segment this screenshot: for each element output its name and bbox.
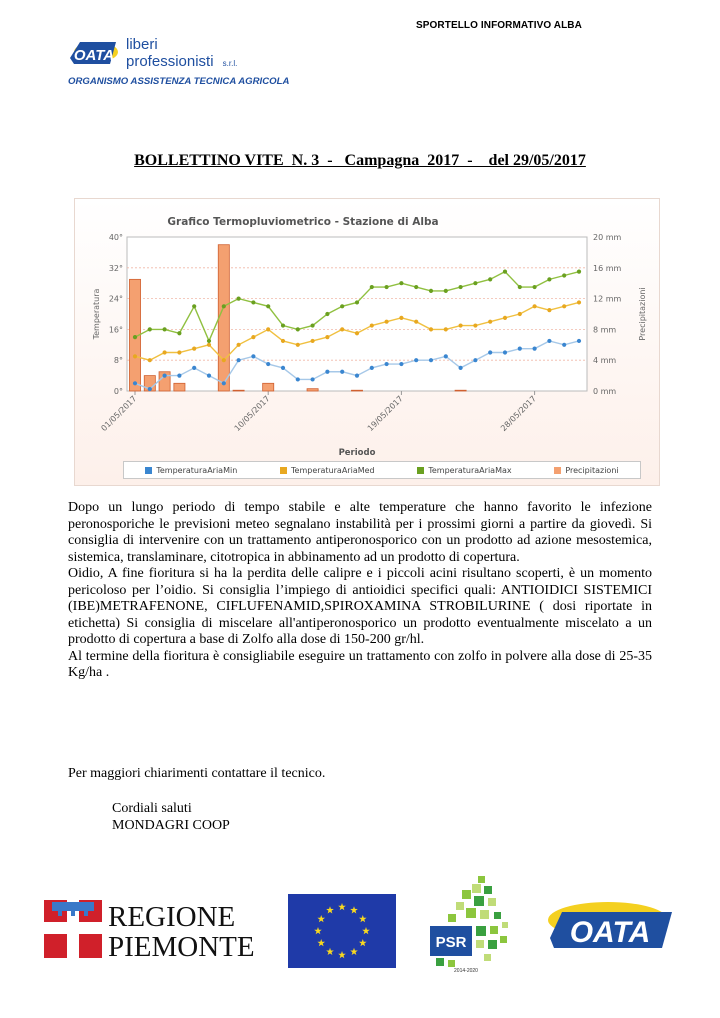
precip-bar (455, 390, 466, 391)
psr-square (448, 960, 455, 967)
y2-axis-label: Precipitazioni (638, 287, 647, 341)
chart-canvas (75, 199, 659, 485)
data-point-TemperaturaAriaMed (518, 312, 522, 316)
psr-square (478, 876, 485, 883)
data-point-TemperaturaAriaMin (399, 362, 403, 366)
data-point-TemperaturaAriaMin (518, 347, 522, 351)
data-point-TemperaturaAriaMed (459, 323, 463, 327)
data-point-TemperaturaAriaMin (488, 350, 492, 354)
legend-label: TemperaturaAriaMed (291, 465, 375, 475)
precip-bar (218, 245, 229, 391)
oata-footer-logo (544, 898, 674, 952)
data-point-TemperaturaAriaMed (325, 335, 329, 339)
bulletin-title: BOLLETTINO VITE N. 3 - Campagna 2017 - del 29/05/2017 (134, 152, 586, 169)
bulletin-body (68, 500, 652, 682)
precip-bar (263, 383, 274, 391)
psr-square (500, 936, 507, 943)
data-point-TemperaturaAriaMin (325, 370, 329, 374)
data-point-TemperaturaAriaMed (562, 304, 566, 308)
data-point-TemperaturaAriaMed (163, 350, 167, 354)
body-paragraph-2: Oidio, A fine fioritura si ha la perdita delle calipre e i piccoli acini risultano scoperti, è un momento pericoloso per l’oidio. Si consiglia l’impiego di antioidici specifici quali: ANTIOIDICI SISTEMICI (IBE)METRAFENONE, CIFLUFENAMID,SPIROXAMINA STROBILURINE ( dosi riportate in etichetta) Si consiglia di miscelare all'antiperonosporico un prodotto eventualmente miscelato a un prodotto di copertura a base di Zolfo alla dose di 150-200 gr/hl. (68, 566, 652, 647)
data-point-TemperaturaAriaMin (311, 377, 315, 381)
legend-label: TemperaturaAriaMin (156, 465, 238, 475)
data-point-TemperaturaAriaMed (414, 320, 418, 324)
data-point-TemperaturaAriaMax (266, 304, 270, 308)
data-point-TemperaturaAriaMed (133, 354, 137, 358)
data-point-TemperaturaAriaMed (370, 323, 374, 327)
psr-square (436, 958, 444, 966)
y-tick-label: 24° (108, 294, 123, 304)
psr-square (448, 914, 456, 922)
psr-square (484, 954, 491, 961)
data-point-TemperaturaAriaMed (177, 350, 181, 354)
data-point-TemperaturaAriaMed (311, 339, 315, 343)
legend-item (280, 466, 375, 475)
x-tick-label: 01/05/2017 (99, 394, 139, 434)
data-point-TemperaturaAriaMax (237, 297, 241, 301)
data-point-TemperaturaAriaMax (562, 273, 566, 277)
oata-logo-mark: OATA (73, 47, 115, 64)
data-point-TemperaturaAriaMin (177, 374, 181, 378)
data-point-TemperaturaAriaMax (385, 285, 389, 289)
x-tick-label: 28/05/2017 (499, 394, 539, 434)
data-point-TemperaturaAriaMed (296, 343, 300, 347)
data-point-TemperaturaAriaMin (237, 358, 241, 362)
precip-bar (307, 389, 318, 391)
data-point-TemperaturaAriaMax (399, 281, 403, 285)
data-point-TemperaturaAriaMax (281, 323, 285, 327)
y2-tick-label: 20 mm (593, 233, 622, 242)
oata-logo-line3: ORGANISMO ASSISTENZA TECNICA AGRICOLA (68, 76, 290, 87)
body-paragraph-1: Dopo un lungo periodo di tempo stabile e alte temperature che hanno favorito le infezione peronosporiche le previsioni meteo segnalano instabilità per i prossimi giorni a partire da giovedì. Si consiglia di intervenire con un trattamento antiperonosporico con un prodotto ad azione mesostemica, sistemica, translaminare, citotropica in abbinamento ad un prodotto di copertura. (68, 500, 652, 565)
data-point-TemperaturaAriaMin (148, 387, 152, 391)
data-point-TemperaturaAriaMin (385, 362, 389, 366)
data-point-TemperaturaAriaMax (488, 277, 492, 281)
chart-title: Grafico Termopluviometrico - Stazione di Alba (167, 216, 439, 228)
data-point-TemperaturaAriaMin (207, 374, 211, 378)
data-point-TemperaturaAriaMax (473, 281, 477, 285)
y2-tick-label: 8 mm (593, 325, 617, 335)
data-point-TemperaturaAriaMin (414, 358, 418, 362)
data-point-TemperaturaAriaMin (533, 347, 537, 351)
data-point-TemperaturaAriaMed (473, 323, 477, 327)
y2-tick-label: 16 mm (593, 263, 622, 273)
data-point-TemperaturaAriaMax (577, 270, 581, 274)
data-point-TemperaturaAriaMin (163, 374, 167, 378)
data-point-TemperaturaAriaMax (414, 285, 418, 289)
data-point-TemperaturaAriaMed (399, 316, 403, 320)
data-point-TemperaturaAriaMin (251, 354, 255, 358)
data-point-TemperaturaAriaMin (577, 339, 581, 343)
x-axis-label: Periodo (338, 448, 376, 458)
data-point-TemperaturaAriaMax (296, 327, 300, 331)
data-point-TemperaturaAriaMin (296, 377, 300, 381)
psr-years: 2014-2020 (454, 968, 478, 974)
data-point-TemperaturaAriaMed (222, 358, 226, 362)
psr-label: PSR (435, 934, 467, 951)
legend-item (145, 466, 237, 475)
psr-square (476, 926, 486, 936)
eu-flag-logo (288, 894, 396, 968)
greeting (112, 800, 230, 834)
psr-square (494, 912, 501, 919)
precip-bar (174, 383, 185, 391)
data-point-TemperaturaAriaMed (340, 327, 344, 331)
legend-item (417, 466, 511, 475)
data-point-TemperaturaAriaMin (562, 343, 566, 347)
data-point-TemperaturaAriaMin (192, 366, 196, 370)
data-point-TemperaturaAriaMed (237, 343, 241, 347)
psr-square (462, 890, 471, 899)
regione-line2: PIEMONTE (108, 931, 255, 963)
psr-square (502, 922, 508, 928)
data-point-TemperaturaAriaMax (340, 304, 344, 308)
oata-footer-mark: OATA (569, 916, 651, 949)
data-point-TemperaturaAriaMin (473, 358, 477, 362)
data-point-TemperaturaAriaMin (266, 362, 270, 366)
data-point-TemperaturaAriaMed (533, 304, 537, 308)
psr-square (488, 898, 496, 906)
legend-swatch (417, 467, 424, 474)
psr-square (488, 940, 497, 949)
psr-square (456, 902, 464, 910)
precip-bar (351, 390, 362, 391)
y-tick-label: 16° (108, 325, 123, 335)
data-point-TemperaturaAriaMax (355, 300, 359, 304)
y-axis-label: Temperatura (92, 288, 101, 340)
data-point-TemperaturaAriaMed (488, 320, 492, 324)
psr-logo (428, 876, 516, 980)
data-point-TemperaturaAriaMed (251, 335, 255, 339)
data-point-TemperaturaAriaMed (547, 308, 551, 312)
contact-text: Per maggiori chiarimenti contattare il tecnico. (68, 766, 326, 781)
data-point-TemperaturaAriaMax (251, 300, 255, 304)
data-point-TemperaturaAriaMed (207, 343, 211, 347)
regione-piemonte-logo (44, 898, 255, 963)
data-point-TemperaturaAriaMax (459, 285, 463, 289)
data-point-TemperaturaAriaMin (281, 366, 285, 370)
data-point-TemperaturaAriaMin (370, 366, 374, 370)
regione-line1: REGIONE (108, 901, 236, 933)
data-point-TemperaturaAriaMax (503, 270, 507, 274)
data-point-TemperaturaAriaMed (266, 327, 270, 331)
legend-swatch (280, 467, 287, 474)
psr-square (490, 926, 498, 934)
body-paragraph-3: Al termine della fioritura è consigliabile eseguire un trattamento con zolfo in polvere alla dose di 25-35 Kg/ha . (68, 648, 652, 680)
oata-logo-line1: liberi (126, 36, 158, 53)
y2-tick-label: 4 mm (593, 356, 617, 366)
y-tick-label: 0° (113, 387, 123, 396)
y-tick-label: 8° (113, 356, 123, 366)
oata-logo-suffix: s.r.l. (222, 59, 238, 68)
data-point-TemperaturaAriaMax (311, 323, 315, 327)
psr-square (480, 910, 489, 919)
data-point-TemperaturaAriaMin (459, 366, 463, 370)
data-point-TemperaturaAriaMax (192, 304, 196, 308)
greeting-signature: MONDAGRI COOP (112, 818, 230, 833)
data-point-TemperaturaAriaMax (533, 285, 537, 289)
y-tick-label: 40° (108, 233, 123, 242)
data-point-TemperaturaAriaMax (148, 327, 152, 331)
data-point-TemperaturaAriaMax (163, 327, 167, 331)
data-point-TemperaturaAriaMed (148, 358, 152, 362)
y2-tick-label: 0 mm (593, 387, 617, 396)
greeting-line1: Cordiali saluti (112, 801, 192, 816)
data-point-TemperaturaAriaMin (222, 381, 226, 385)
data-point-TemperaturaAriaMin (429, 358, 433, 362)
oata-logo-line2: professionisti (126, 53, 214, 70)
chart-legend (123, 461, 641, 479)
weather-chart (74, 198, 660, 486)
psr-square (466, 908, 476, 918)
data-point-TemperaturaAriaMin (355, 374, 359, 378)
psr-square (474, 896, 484, 906)
data-point-TemperaturaAriaMed (429, 327, 433, 331)
legend-label: Precipitazioni (565, 465, 619, 475)
legend-swatch (145, 467, 152, 474)
data-point-TemperaturaAriaMed (385, 320, 389, 324)
data-point-TemperaturaAriaMed (444, 327, 448, 331)
legend-swatch (554, 467, 561, 474)
x-tick-label: 19/05/2017 (365, 394, 405, 434)
legend-item (554, 466, 618, 475)
data-point-TemperaturaAriaMax (370, 285, 374, 289)
data-point-TemperaturaAriaMax (133, 335, 137, 339)
data-point-TemperaturaAriaMax (177, 331, 181, 335)
data-point-TemperaturaAriaMed (355, 331, 359, 335)
data-point-TemperaturaAriaMin (503, 350, 507, 354)
legend-label: TemperaturaAriaMax (428, 465, 512, 475)
data-point-TemperaturaAriaMed (192, 347, 196, 351)
data-point-TemperaturaAriaMed (577, 300, 581, 304)
data-point-TemperaturaAriaMax (518, 285, 522, 289)
data-point-TemperaturaAriaMed (281, 339, 285, 343)
psr-square (484, 886, 492, 894)
precip-bar (233, 390, 244, 391)
data-point-TemperaturaAriaMin (340, 370, 344, 374)
data-point-TemperaturaAriaMed (503, 316, 507, 320)
data-point-TemperaturaAriaMax (222, 304, 226, 308)
data-point-TemperaturaAriaMin (547, 339, 551, 343)
psr-square (472, 884, 481, 893)
data-point-TemperaturaAriaMin (133, 381, 137, 385)
psr-square (476, 940, 484, 948)
data-point-TemperaturaAriaMax (429, 289, 433, 293)
data-point-TemperaturaAriaMax (547, 277, 551, 281)
oata-logo (66, 36, 290, 92)
data-point-TemperaturaAriaMax (444, 289, 448, 293)
data-point-TemperaturaAriaMax (325, 312, 329, 316)
y2-tick-label: 12 mm (593, 294, 622, 304)
data-point-TemperaturaAriaMax (207, 339, 211, 343)
y-tick-label: 32° (108, 263, 123, 273)
x-tick-label: 10/05/2017 (232, 394, 272, 434)
data-point-TemperaturaAriaMin (444, 354, 448, 358)
header-label: SPORTELLO INFORMATIVO ALBA (416, 20, 582, 31)
